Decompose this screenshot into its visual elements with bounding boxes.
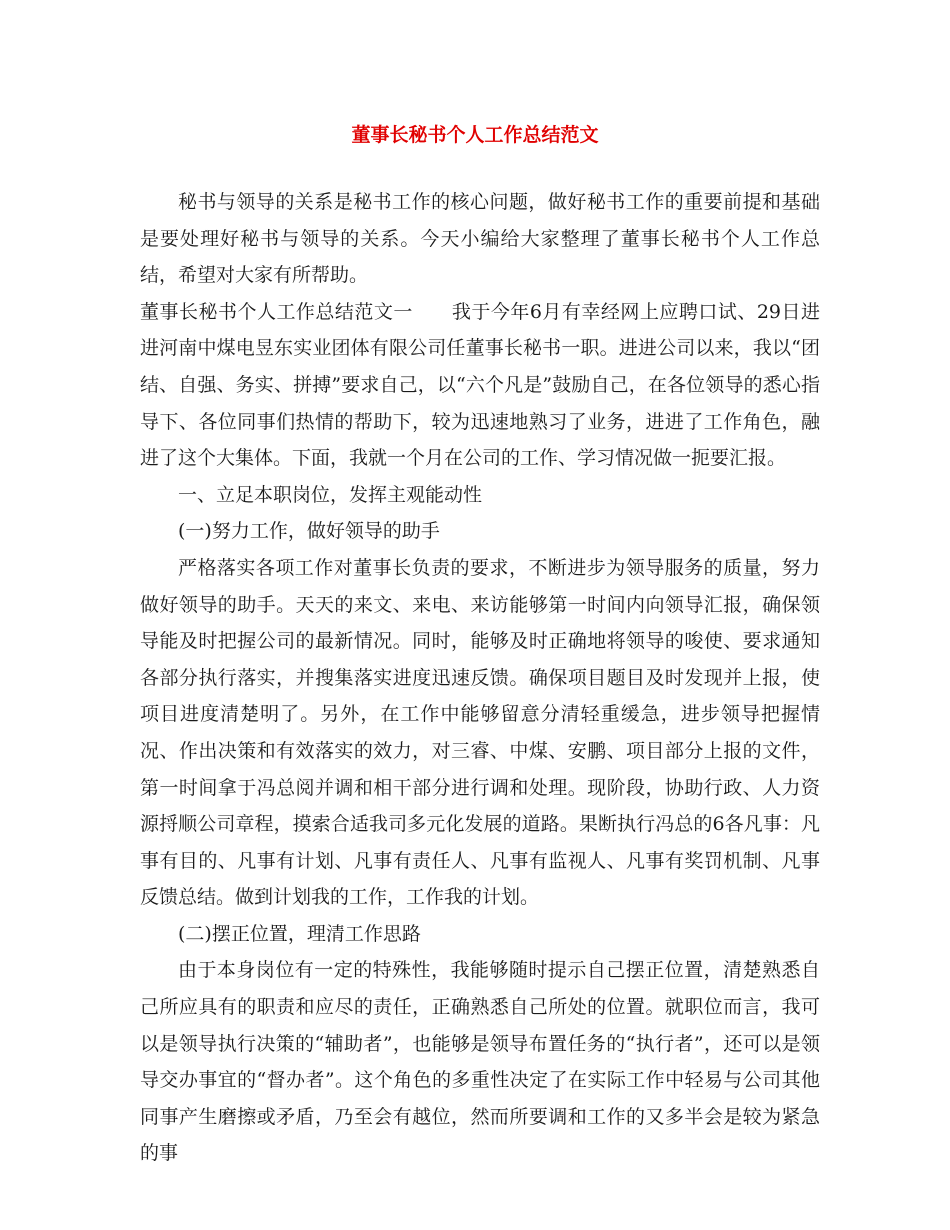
paragraph-intro: 秘书与领导的关系是秘书工作的核心问题，做好秘书工作的重要前提和基础是要处理好秘书与领导的关系。今天小编给大家整理了董事长秘书个人工作总结，希望对大家有所帮助。 (140, 191, 820, 287)
document-title: 董事长秘书个人工作总结范文 (351, 124, 599, 146)
document-body (140, 184, 820, 1172)
subsection-heading-2: (二)摆正位置，理清工作思路 (178, 922, 421, 945)
paragraph-summary-one: 董事长秘书个人工作总结范文一 我于今年6月有幸经网上应聘口试、29日进进河南中煤电昱东实业团体有限公司任董事长秘书一职。进进公司以来，我以“团结、自强、务实、拼搏”要求自己，以“六个凡是”鼓励自己，在各位领导的悉心指导下、各位同事们热情的帮助下，较为迅速地熟习了业务，进进了工作角色，融进了这个大集体。下面，我就一个月在公司的工作、学习情况做一扼要汇报。 (140, 300, 820, 470)
section-heading-1: 一、立足本职岗位，发挥主观能动性 (178, 483, 483, 506)
paragraph-position: 由于本身岗位有一定的特殊性，我能够随时提示自己摆正位置，清楚熟悉自己所应具有的职责和应尽的责任，正确熟悉自己所处的位置。就职位而言，我可以是领导执行决策的“辅助者”，也能够是领导布置任务的“执行者”，还可以是领导交办事宜的“督办者”。这个角色的多重性决定了在实际工作中轻易与公司其他同事产生磨擦或矛盾，乃至会有越位，然而所要调和工作的又多半会是较为紧急的事 (140, 959, 820, 1165)
paragraph-assist-leader: 严格落实各项工作对董事长负责的要求，不断进步为领导服务的质量，努力做好领导的助手。天天的来文、来电、来访能够第一时间内向领导汇报，确保领导能及时把握公司的最新情况。同时，能够及时正确地将领导的唆使、要求通知各部分执行落实，并搜集落实进度迅速反馈。确保项目题目及时发现并上报，使项目进度清楚明了。另外，在工作中能够留意分清轻重缓急，进步领导把握情况、作出决策和有效落实的效力，对三睿、中煤、安鹏、项目部分上报的文件，第一时间拿于冯总阅并调和相干部分进行调和处理。现阶段，协助行政、人力资源捋顺公司章程，摸索合适我司多元化发展的道路。果断执行冯总的6各凡事：凡事有目的、凡事有计划、凡事有责任人、凡事有监视人、凡事有奖罚机制、凡事反馈总结。做到计划我的工作，工作我的计划。 (140, 556, 820, 909)
subsection-heading-1: (一)努力工作，做好领导的助手 (178, 520, 440, 543)
